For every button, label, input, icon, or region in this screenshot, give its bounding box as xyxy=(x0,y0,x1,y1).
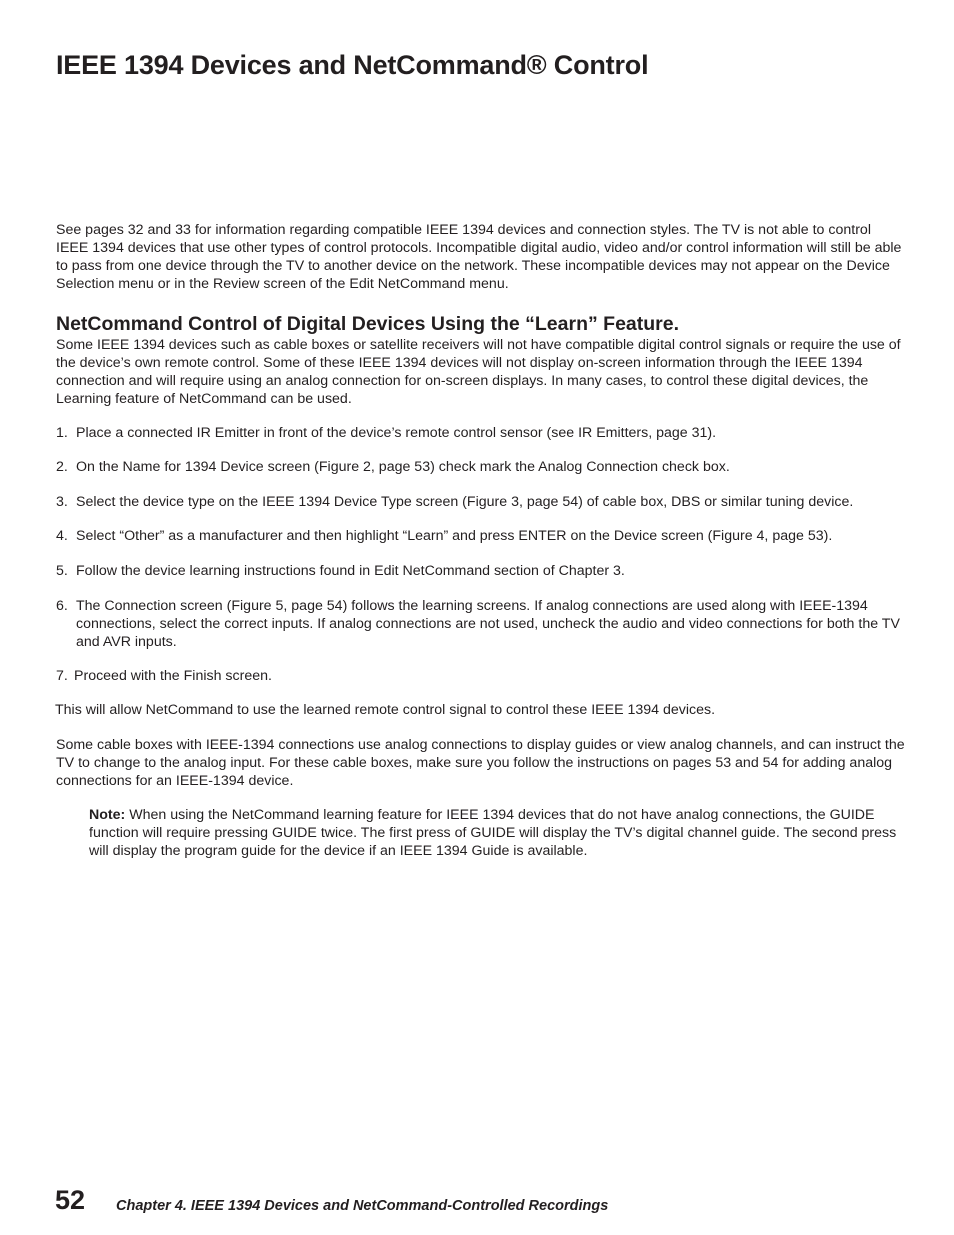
step-5 xyxy=(56,562,906,580)
step-text: The Connection screen (Figure 5, page 54) follows the learning screens. If analog connections are used along with IEEE-1394 connections, select the correct inputs. If analog connections are not used, uncheck the audio and video connections for both the TV and AVR inputs. xyxy=(76,598,900,650)
step-7 xyxy=(56,667,906,685)
step-text: Select the device type on the IEEE 1394 Device Type screen (Figure 3, page 54) of cable box, DBS or similar tuning device. xyxy=(76,494,854,510)
step-number: 4. xyxy=(56,528,68,544)
step-text: On the Name for 1394 Device screen (Figure 2, page 53) check mark the Analog Connection check box. xyxy=(76,459,730,475)
closing-paragraph-2: Some cable boxes with IEEE-1394 connections use analog connections to display guides or view analog channels, and can instruct the TV to change to the analog input. For these cable boxes, make sure you follow the instructions on pages 53 and 54 for adding analog connections for an IEEE-1394 device. xyxy=(56,737,905,789)
step-number: 1. xyxy=(56,425,68,441)
section-heading: NetCommand Control of Digital Devices Using the “Learn” Feature. xyxy=(56,313,680,335)
page-number: 52 xyxy=(55,1185,86,1215)
closing-paragraph-1: This will allow NetCommand to use the learned remote control signal to control these IEEE 1394 devices. xyxy=(55,702,716,718)
step-6 xyxy=(56,597,906,651)
step-3 xyxy=(56,493,906,511)
step-text: Place a connected IR Emitter in front of the device’s remote control sensor (see IR Emitters, page 31). xyxy=(76,425,717,441)
step-number: 6. xyxy=(56,598,68,614)
step-number: 2. xyxy=(56,459,68,475)
section-body-paragraph: Some IEEE 1394 devices such as cable boxes or satellite receivers will not have compatible digital control signals or require the use of the device’s own remote control. Some of these IEEE 1394 devices will not display on-screen information through the IEEE 1394 connection and will require using an analog connection for on-screen displays. In many cases, to control these digital devices, the Learning feature of NetCommand can be used. xyxy=(56,337,901,407)
step-text: Follow the device learning instructions found in Edit NetCommand section of Chapter 3. xyxy=(76,563,625,579)
step-2 xyxy=(56,458,906,476)
page-title: IEEE 1394 Devices and NetCommand® Control xyxy=(56,50,649,80)
step-number: 7. xyxy=(56,668,68,684)
step-1 xyxy=(56,424,906,442)
note-label: Note: xyxy=(89,807,126,823)
note-block xyxy=(89,806,909,860)
step-number: 5. xyxy=(56,563,68,579)
note-text: When using the NetCommand learning feature for IEEE 1394 devices that do not have analog connections, the GUIDE function will require pressing GUIDE twice. The first press of GUIDE will display the TV’s digital channel guide. The second press will display the program guide for the device if an IEEE 1394 Guide is available. xyxy=(89,807,897,859)
step-4 xyxy=(56,527,906,545)
step-text: Proceed with the Finish screen. xyxy=(74,668,272,684)
step-text: Select “Other” as a manufacturer and then highlight “Learn” and press ENTER on the Device screen (Figure 4, page 53). xyxy=(76,528,833,544)
step-number: 3. xyxy=(56,494,68,510)
intro-paragraph: See pages 32 and 33 for information regarding compatible IEEE 1394 devices and connection styles. The TV is not able to control IEEE 1394 devices that use other types of control protocols. Incompatible digital audio, video and/or control information will still be able to pass from one device through the TV to another device on the network. These incompatible devices may not appear on the Device Selection menu or in the Review screen of the Edit NetCommand menu. xyxy=(56,222,902,292)
chapter-footer: Chapter 4. IEEE 1394 Devices and NetCommand-Controlled Recordings xyxy=(116,1198,609,1214)
